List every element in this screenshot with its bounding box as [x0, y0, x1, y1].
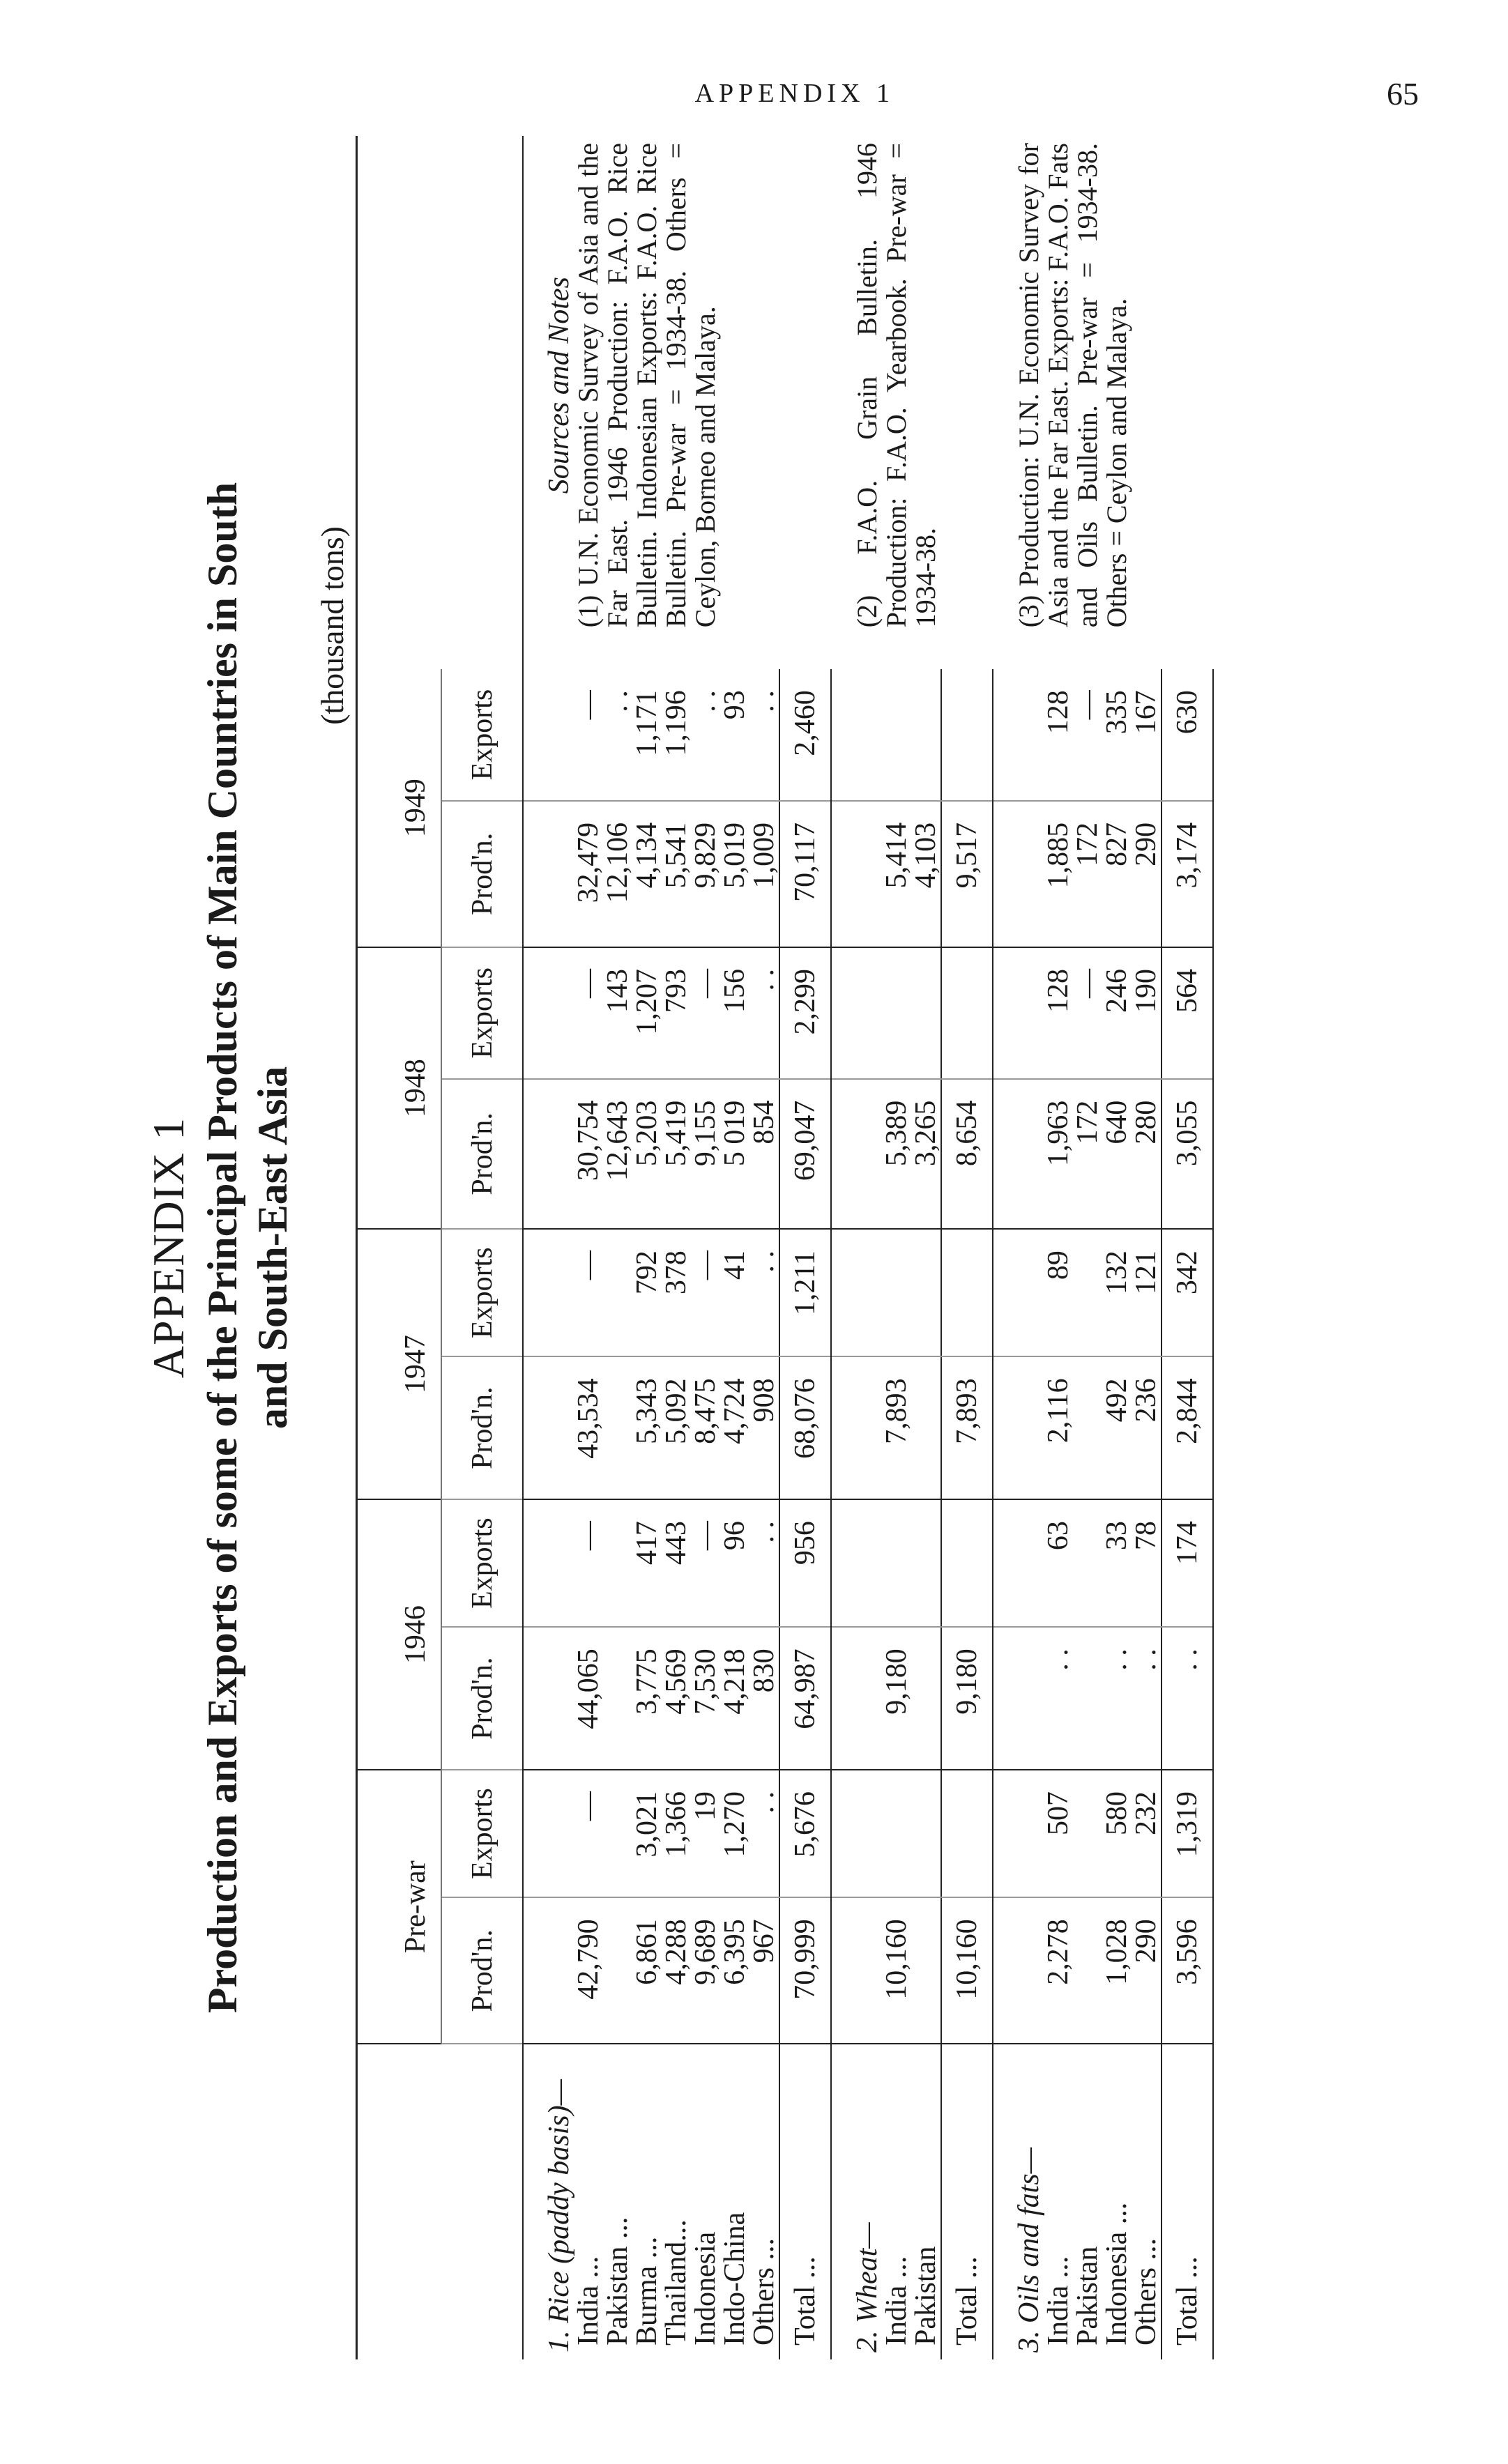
table-cell: 2,116: [1044, 1356, 1073, 1499]
table-cell: 156: [720, 947, 749, 1079]
rice-section-label: 1. Rice (paddy basis)—: [543, 2079, 575, 2352]
total-cell: 630: [1162, 669, 1213, 801]
table-cell: 3,265: [911, 1079, 941, 1230]
country-label: India ...: [572, 2256, 604, 2346]
table-cell: [911, 1770, 941, 1897]
table-cell: 640: [1102, 1079, 1132, 1230]
table-cell: 6,395: [720, 1897, 749, 2044]
total-cell: 342: [1162, 1229, 1213, 1356]
total-cell: 3,596: [1162, 1897, 1213, 2044]
country-label: Thailand...: [660, 2219, 692, 2346]
table-cell: 3,021: [632, 1770, 662, 1897]
total-label: Total ...: [941, 2044, 993, 2359]
total-cell: [941, 1229, 993, 1356]
table-cell: [603, 1229, 632, 1356]
total-label: Total ...: [779, 2044, 831, 2359]
total-cell: 2,299: [779, 947, 831, 1079]
col-header-exports: Exports: [441, 947, 523, 1079]
table-cell: 335: [1102, 669, 1132, 801]
col-header-exports: Exports: [441, 1499, 523, 1627]
table-title-line2: and South-East Asia: [250, 1066, 296, 1430]
table-cell: [911, 1356, 941, 1499]
running-head-appendix: APPENDIX 1: [694, 79, 894, 108]
total-label: Total ...: [1162, 2044, 1213, 2359]
table-cell: . .: [749, 669, 779, 801]
total-cell: 2,460: [779, 669, 831, 801]
country-label: Pakistan: [910, 2246, 942, 2346]
section-label-row: [853, 136, 882, 2359]
table-cell: 93: [720, 669, 749, 801]
table-cell: 32,479: [574, 801, 603, 947]
table-cell: —: [574, 1229, 603, 1356]
table-cell: 793: [662, 947, 691, 1079]
rice-source-note: [544, 136, 831, 669]
table-cell: —: [691, 947, 720, 1079]
table-cell: 5,092: [662, 1356, 691, 1499]
table-cell: 417: [632, 1499, 662, 1627]
table-cell: . .: [691, 669, 720, 801]
table-cell: 908: [749, 1356, 779, 1499]
table-cell: 507: [1044, 1770, 1073, 1897]
header-blank: [441, 2044, 523, 2359]
table-cell: 4,218: [720, 1627, 749, 1770]
total-cell: 5,676: [779, 1770, 831, 1897]
spacer-row: [523, 136, 544, 2359]
table-cell: 967: [749, 1897, 779, 2044]
header-blank-src: [441, 136, 523, 669]
table-cell: 5,541: [662, 801, 691, 947]
table-cell: 378: [662, 1229, 691, 1356]
table-cell: 42,790: [574, 1897, 603, 2044]
total-cell: 68,076: [779, 1356, 831, 1499]
country-label: Indonesia: [690, 2231, 722, 2346]
table-cell: 5,389: [882, 1079, 911, 1230]
total-cell: [941, 1499, 993, 1627]
table-cell: 128: [1044, 947, 1073, 1079]
table-cell: [882, 1499, 911, 1627]
total-cell: [941, 947, 993, 1079]
table-cell: [911, 1499, 941, 1627]
header-blank: [356, 2044, 441, 2359]
header-blank-src: [356, 136, 441, 669]
country-label: Indo-China: [719, 2212, 751, 2346]
table-cell: 236: [1132, 1356, 1162, 1499]
table-cell: [1073, 1356, 1102, 1499]
table-cell: —: [574, 1499, 603, 1627]
total-cell: 2,844: [1162, 1356, 1213, 1499]
country-label: Indonesia ...: [1101, 2202, 1133, 2346]
unit-note: (thousand tons): [314, 526, 350, 725]
table-cell: 190: [1132, 947, 1162, 1079]
sources-heading: Sources and Notes: [543, 277, 575, 494]
table-cell: —: [574, 1770, 603, 1897]
table-cell: 792: [632, 1229, 662, 1356]
total-cell: 7,893: [941, 1356, 993, 1499]
country-label: India ...: [1042, 2256, 1074, 2346]
total-cell: 70,117: [779, 801, 831, 947]
table-cell: 9,829: [691, 801, 720, 947]
page-number: 65: [1387, 76, 1419, 112]
col-header-exports: Exports: [441, 1770, 523, 1897]
oils-source-note: [1014, 136, 1213, 669]
table-cell: 128: [1044, 669, 1073, 801]
total-cell: 64,987: [779, 1627, 831, 1770]
table-cell: [1073, 1770, 1102, 1897]
col-header-prod: Prod'n.: [441, 1897, 523, 2044]
table-cell: 63: [1044, 1499, 1073, 1627]
table-cell: 5,203: [632, 1079, 662, 1230]
table-cell: 1,963: [1044, 1079, 1073, 1230]
table-cell: . .: [1102, 1627, 1132, 1770]
year-header-prewar: Pre-war: [356, 1770, 441, 2044]
total-cell: 1,211: [779, 1229, 831, 1356]
table-cell: [603, 1356, 632, 1499]
table-cell: 132: [1102, 1229, 1132, 1356]
total-cell: 70,999: [779, 1897, 831, 2044]
table-cell: 96: [720, 1499, 749, 1627]
year-header-1946: 1946: [356, 1499, 441, 1770]
running-head: [0, 0, 1508, 139]
table-cell: 5,343: [632, 1356, 662, 1499]
table-cell: . .: [749, 1229, 779, 1356]
table-cell: 830: [749, 1627, 779, 1770]
table-cell: [603, 1897, 632, 2044]
table-cell: 9,689: [691, 1897, 720, 2044]
table-cell: [1073, 1229, 1102, 1356]
table-cell: —: [1073, 947, 1102, 1079]
table-cell: 1,270: [720, 1770, 749, 1897]
wheat-source-text: (2) F.A.O. Grain Bulletin. 1946 Production: F.A.O. Yearbook. Pre-war = 1934-38.: [851, 143, 941, 628]
table-cell: [911, 1627, 941, 1770]
table-cell: —: [574, 669, 603, 801]
total-cell: . .: [1162, 1627, 1213, 1770]
wheat-section-label: 2. Wheat—: [851, 2222, 883, 2352]
table-title-line1: Production and Exports of some of the Principal Products of Main Countries in South: [199, 482, 245, 2014]
wheat-source-note: [853, 136, 993, 669]
table-cell: —: [1073, 669, 1102, 801]
table-cell: 4,134: [632, 801, 662, 947]
year-header-1948: 1948: [356, 947, 441, 1229]
table-cell: 172: [1073, 1079, 1102, 1230]
table-cell: [911, 669, 941, 801]
table-cell: 854: [749, 1079, 779, 1230]
table-cell: 33: [1102, 1499, 1132, 1627]
table-cell: [882, 1229, 911, 1356]
total-cell: 956: [779, 1499, 831, 1627]
table-cell: 492: [1102, 1356, 1132, 1499]
country-label: Burma ...: [631, 2236, 663, 2346]
year-header-1947: 1947: [356, 1229, 441, 1499]
total-cell: 3,174: [1162, 801, 1213, 947]
table-cell: 443: [662, 1499, 691, 1627]
spacer-row: [831, 136, 853, 2359]
table-cell: 580: [1102, 1770, 1132, 1897]
table-cell: 12,106: [603, 801, 632, 947]
table-cell: 19: [691, 1770, 720, 1897]
table-cell: 10,160: [882, 1897, 911, 2044]
col-header-prod: Prod'n.: [441, 1356, 523, 1499]
spacer-row: [993, 136, 1014, 2359]
table-cell: [1073, 1897, 1102, 2044]
table-cell: [1073, 1499, 1102, 1627]
col-header-prod: Prod'n.: [441, 1627, 523, 1770]
table-cell: 246: [1102, 947, 1132, 1079]
rice-source-text: (1) U.N. Economic Survey of Asia and the Far East. 1946 Production: F.A.O. Rice Bulletin. Indonesian Exports: F.A.O. Rice Bulletin. Pre-war = 1934-38. Others = Ceylon, Borneo and Malaya.: [572, 143, 721, 628]
col-header-prod: Prod'n.: [441, 801, 523, 947]
total-cell: 8,654: [941, 1079, 993, 1230]
table-title: [197, 136, 298, 2359]
table-cell: 1,028: [1102, 1897, 1132, 2044]
section-label-row: [1014, 136, 1044, 2359]
table-cell: 280: [1132, 1079, 1162, 1230]
total-cell: 9,180: [941, 1627, 993, 1770]
table-cell: 7,530: [691, 1627, 720, 1770]
table-cell: 9,180: [882, 1627, 911, 1770]
table-cell: 89: [1044, 1229, 1073, 1356]
table-cell: 9,155: [691, 1079, 720, 1230]
table-cell: 1,171: [632, 669, 662, 801]
total-cell: 9,517: [941, 801, 993, 947]
table-cell: 78: [1132, 1499, 1162, 1627]
table-cell: 4,569: [662, 1627, 691, 1770]
total-cell: [941, 1770, 993, 1897]
table-cell: 172: [1073, 801, 1102, 947]
col-header-prod: Prod'n.: [441, 1079, 523, 1230]
table-cell: 1,885: [1044, 801, 1073, 947]
table-cell: 7,893: [882, 1356, 911, 1499]
table-cell: 44,065: [574, 1627, 603, 1770]
table-cell: [603, 1770, 632, 1897]
table-body: [523, 136, 1213, 2359]
table-cell: 827: [1102, 801, 1132, 947]
table-cell: [882, 947, 911, 1079]
table-cell: 4,724: [720, 1356, 749, 1499]
country-label: Others ...: [748, 2238, 780, 2346]
table-cell: —: [691, 1499, 720, 1627]
year-header-1949: 1949: [356, 669, 441, 947]
country-label: Pakistan ...: [602, 2217, 634, 2346]
table-cell: . .: [1044, 1627, 1073, 1770]
total-cell: 1,319: [1162, 1770, 1213, 1897]
table-cell: . .: [749, 947, 779, 1079]
table-cell: —: [691, 1229, 720, 1356]
table-cell: [911, 1229, 941, 1356]
total-cell: 3,055: [1162, 1079, 1213, 1230]
table-cell: 121: [1132, 1229, 1162, 1356]
table-cell: . .: [1132, 1627, 1162, 1770]
data-table: [356, 136, 1214, 2359]
total-cell: [941, 669, 993, 801]
table-cell: 3,775: [632, 1627, 662, 1770]
table-cell: [603, 1499, 632, 1627]
table-cell: 1,207: [632, 947, 662, 1079]
country-label: India ...: [881, 2256, 913, 2346]
table-cell: [882, 1770, 911, 1897]
table-cell: [911, 947, 941, 1079]
table-cell: 167: [1132, 669, 1162, 801]
table-cell: 143: [603, 947, 632, 1079]
oils-source-text: (3) Production: U.N. Economic Survey for Asia and the Far East. Exports: F.A.O. Fats and Oils Bulletin. Pre-war = 1934-38. Others = Ceylon and Malaya.: [1013, 143, 1132, 628]
appendix-title: APPENDIX 1: [144, 1117, 193, 1379]
table-cell: [1073, 1627, 1102, 1770]
table-cell: 8,475: [691, 1356, 720, 1499]
table-cell: 12,643: [603, 1079, 632, 1230]
table-cell: . .: [603, 669, 632, 801]
table-cell: 290: [1132, 1897, 1162, 2044]
table-cell: . .: [749, 1770, 779, 1897]
table-cell: 43,534: [574, 1356, 603, 1499]
section-label-row: [544, 136, 574, 2359]
table-cell: 4,103: [911, 801, 941, 947]
table-cell: 1,009: [749, 801, 779, 947]
table-cell: 1,196: [662, 669, 691, 801]
table-cell: [882, 669, 911, 801]
col-header-exports: Exports: [441, 1229, 523, 1356]
table-cell: 232: [1132, 1770, 1162, 1897]
total-cell: 10,160: [941, 1897, 993, 2044]
table-cell: —: [574, 947, 603, 1079]
table-cell: . .: [749, 1499, 779, 1627]
total-cell: 564: [1162, 947, 1213, 1079]
oils-section-label: 3. Oils and fats—: [1013, 2147, 1045, 2352]
table-cell: 5,419: [662, 1079, 691, 1230]
table-cell: [603, 1627, 632, 1770]
table-cell: 41: [720, 1229, 749, 1356]
col-header-exports: Exports: [441, 669, 523, 801]
table-cell: 30,754: [574, 1079, 603, 1230]
country-label: Others ...: [1130, 2238, 1162, 2346]
total-cell: 174: [1162, 1499, 1213, 1627]
total-cell: 69,047: [779, 1079, 831, 1230]
table-cell: [911, 1897, 941, 2044]
table-cell: 2,278: [1044, 1897, 1073, 2044]
table-cell: 5,414: [882, 801, 911, 947]
table-cell: 6,861: [632, 1897, 662, 2044]
table-cell: 5 019: [720, 1079, 749, 1230]
table-cell: 1,366: [662, 1770, 691, 1897]
table-cell: 4,288: [662, 1897, 691, 2044]
country-label: Pakistan: [1072, 2246, 1104, 2346]
data-table-wrap: [356, 136, 1214, 2359]
rotated-page: [129, 136, 1443, 2359]
table-cell: 5,019: [720, 801, 749, 947]
table-cell: 290: [1132, 801, 1162, 947]
